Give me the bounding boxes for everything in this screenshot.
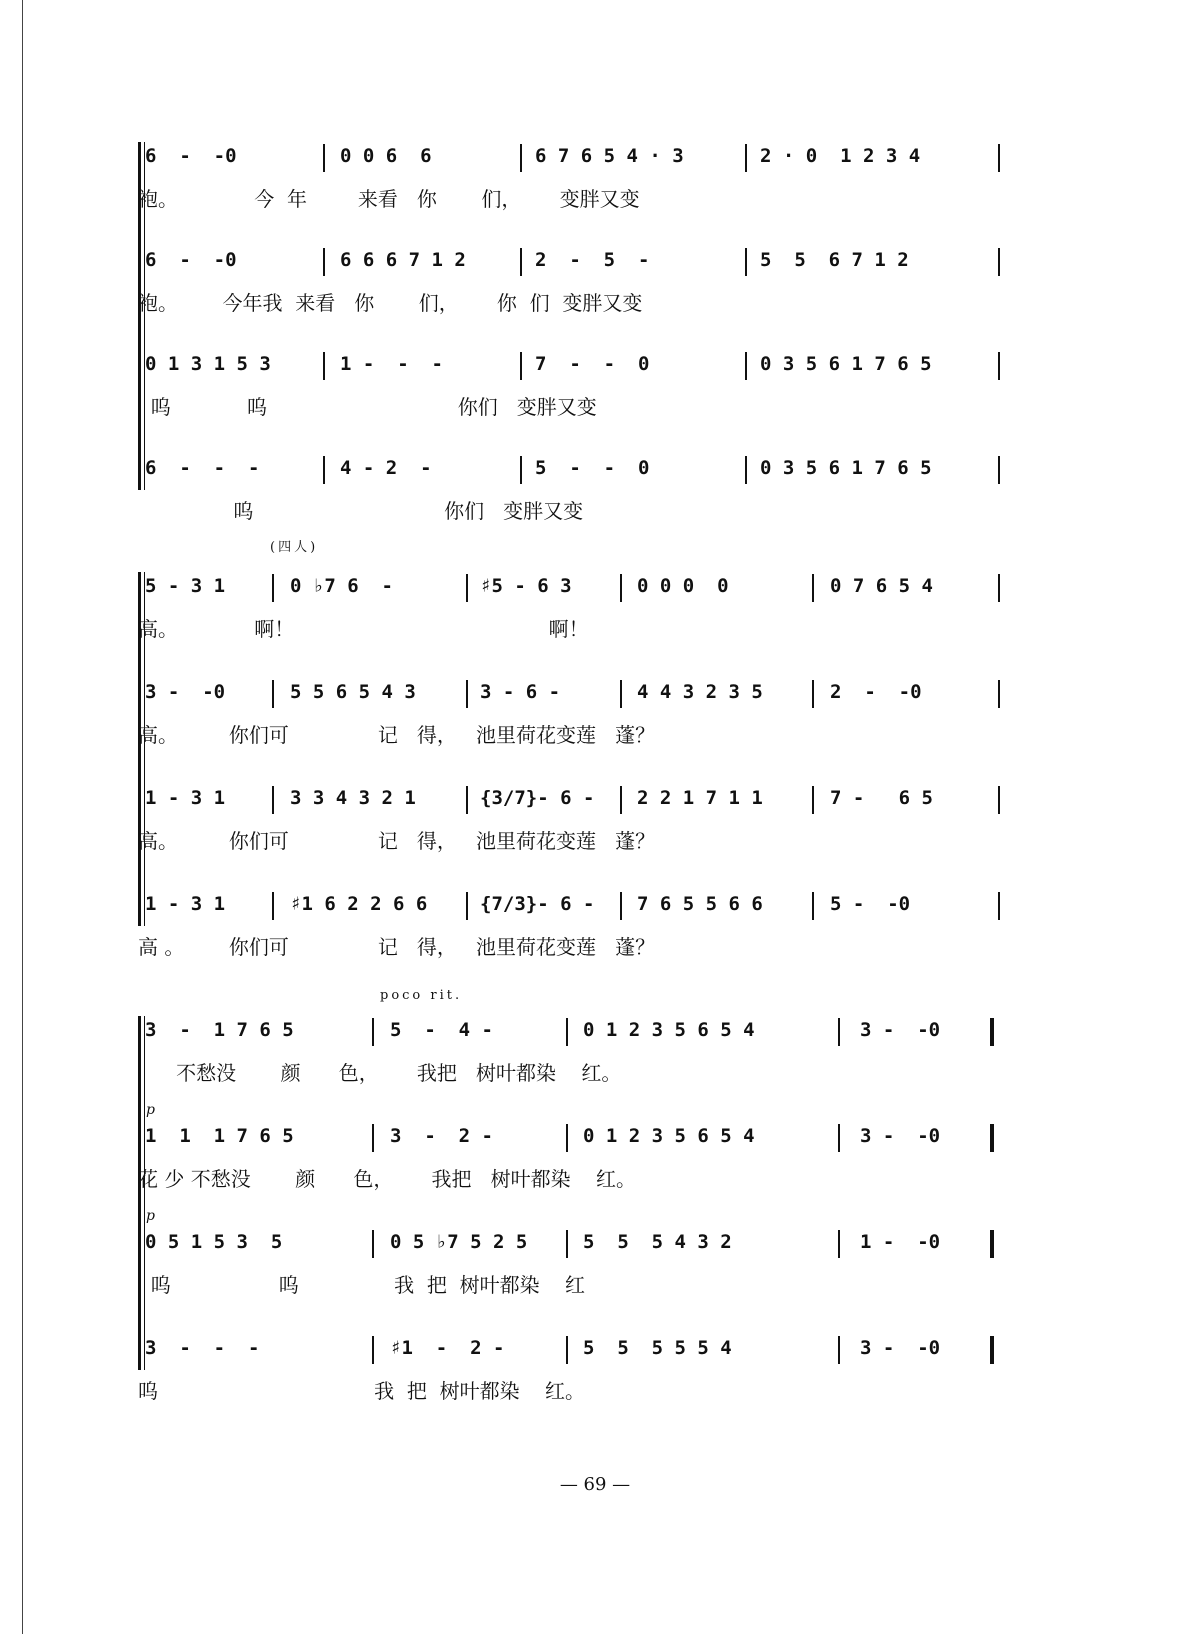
- barline: [372, 1018, 374, 1046]
- measure-notes: {7/3}- 6 -: [480, 893, 595, 915]
- barline: [520, 144, 522, 172]
- measure-notes: 7 - - 0: [535, 353, 650, 375]
- measure-notes: 3 - -0: [145, 681, 226, 703]
- measure-notes: 2 - 5 -: [535, 249, 650, 271]
- lyrics-line: 袍。 今年我 来看 你 们， 你 们 变胖又变: [138, 291, 643, 315]
- measure-notes: 0 ♭7 6 -: [290, 575, 393, 597]
- barline: [812, 680, 814, 708]
- measure-notes: 5 5 6 7 1 2: [760, 249, 909, 271]
- measure-notes: 0 3 5 6 1 7 6 5: [760, 353, 932, 375]
- lyrics-line: 高。 啊！ 啊！: [138, 617, 589, 641]
- measure-notes: 0 0 0 0: [637, 575, 729, 597]
- barline: [566, 1336, 568, 1364]
- page-number: — 69 —: [559, 1474, 631, 1495]
- measure-notes: 0 0 6 6: [340, 145, 432, 167]
- barline: [466, 892, 468, 920]
- measure-notes: ♯1 - 2 -: [390, 1337, 505, 1359]
- barline: [998, 248, 1000, 276]
- barline: [323, 456, 325, 484]
- lyrics-line: 呜 呜 你们 变胖又变: [138, 395, 597, 419]
- barline: [998, 892, 1000, 920]
- measure-notes: 7 6 5 5 6 6: [637, 893, 763, 915]
- measure-notes: 0 3 5 6 1 7 6 5: [760, 457, 932, 479]
- measure-notes: 4 4 3 2 3 5: [637, 681, 763, 703]
- measure-notes: 3 - 2 -: [390, 1125, 493, 1147]
- lyrics-line: 呜 我 把 树叶都染 红。: [138, 1379, 586, 1403]
- lyrics-line: 高。 你们可 记 得， 池里荷花变莲 蓬？: [138, 829, 656, 853]
- measure-notes: 4 - 2 -: [340, 457, 432, 479]
- voice-part: [0, 448, 1190, 544]
- barline: [520, 456, 522, 484]
- barline: [323, 144, 325, 172]
- measure-notes: 6 - -0: [145, 249, 237, 271]
- barline: [372, 1230, 374, 1258]
- barline: [812, 574, 814, 602]
- voice-part: [0, 1328, 1190, 1424]
- barline: [812, 892, 814, 920]
- barline: [990, 1124, 994, 1152]
- measure-notes: ♯1 6 2 2 6 6: [290, 893, 428, 915]
- score-system: [0, 136, 1190, 552]
- measure-notes: 0 1 2 3 5 6 5 4: [583, 1125, 755, 1147]
- barline: [998, 144, 1000, 172]
- measure-notes: 0 1 3 1 5 3: [145, 353, 271, 375]
- voice-part: [0, 672, 1190, 768]
- measure-notes: 0 5 1 5 3 5: [145, 1231, 283, 1253]
- barline: [620, 786, 622, 814]
- barline: [620, 892, 622, 920]
- lyrics-line: 花 少 不愁没 颜 色， 我把 树叶都染 红。: [138, 1167, 637, 1191]
- voice-part: [0, 1208, 1190, 1318]
- barline: [272, 680, 274, 708]
- measure-notes: 2 · 0 1 2 3 4: [760, 145, 921, 167]
- barline: [323, 248, 325, 276]
- barline: [620, 680, 622, 708]
- barline: [466, 786, 468, 814]
- dynamic-marking: p: [146, 1208, 155, 1224]
- measure-notes: 0 7 6 5 4: [830, 575, 933, 597]
- barline: [272, 892, 274, 920]
- lyrics-line: 不愁没 颜 色， 我把 树叶都染 红。: [138, 1061, 622, 1085]
- voice-part: [0, 884, 1190, 980]
- barline: [566, 1018, 568, 1046]
- measure-notes: 5 - 4 -: [390, 1019, 493, 1041]
- voice-part: [0, 778, 1190, 874]
- measure-notes: 1 - - -: [340, 353, 443, 375]
- barline: [838, 1230, 840, 1258]
- barline: [998, 680, 1000, 708]
- barline: [466, 574, 468, 602]
- measure-notes: 6 - -0: [145, 145, 237, 167]
- measure-notes: 6 - - -: [145, 457, 260, 479]
- measure-notes: 2 2 1 7 1 1: [637, 787, 763, 809]
- measure-notes: 7 - 6 5: [830, 787, 933, 809]
- lyrics-line: 袍。 今 年 来看 你 们， 变胖又变: [138, 187, 640, 211]
- voice-part: [0, 1102, 1190, 1212]
- measure-notes: 3 - 6 -: [480, 681, 561, 703]
- measure-notes: 5 - -0: [830, 893, 911, 915]
- measure-notes: 3 - -0: [860, 1125, 941, 1147]
- voice-part: [0, 566, 1190, 662]
- barline: [566, 1124, 568, 1152]
- barline: [745, 144, 747, 172]
- barline: [990, 1230, 994, 1258]
- barline: [838, 1336, 840, 1364]
- measure-notes: 3 - -0: [860, 1019, 941, 1041]
- barline: [272, 786, 274, 814]
- lyrics-line: 高 。 你们可 记 得， 池里荷花变莲 蓬？: [138, 935, 656, 959]
- barline: [990, 1336, 994, 1364]
- barline: [990, 1018, 994, 1046]
- measure-notes: 1 - -0: [860, 1231, 941, 1253]
- barline: [998, 456, 1000, 484]
- barline: [323, 352, 325, 380]
- barline: [745, 456, 747, 484]
- voice-part: [0, 136, 1190, 232]
- measure-notes: 5 - 3 1: [145, 575, 226, 597]
- measure-notes: 5 5 6 5 4 3: [290, 681, 416, 703]
- measure-notes: 1 - 3 1: [145, 893, 226, 915]
- barline: [998, 574, 1000, 602]
- score-system: [0, 988, 1190, 1434]
- barline: [998, 786, 1000, 814]
- measure-notes: 6 7 6 5 4 · 3: [535, 145, 684, 167]
- barline: [745, 248, 747, 276]
- score-system: [0, 540, 1190, 990]
- voice-part: [0, 344, 1190, 440]
- barline: [620, 574, 622, 602]
- measure-notes: 3 3 4 3 2 1: [290, 787, 416, 809]
- measure-notes: 5 5 5 4 3 2: [583, 1231, 732, 1253]
- measure-notes: 1 1 1 7 6 5: [145, 1125, 294, 1147]
- barline: [998, 352, 1000, 380]
- measure-notes: 2 - -0: [830, 681, 922, 703]
- barline: [838, 1018, 840, 1046]
- voice-part: [0, 1010, 1190, 1106]
- measure-notes: 0 5 ♭7 5 2 5: [390, 1231, 528, 1253]
- measure-notes: 0 1 2 3 5 6 5 4: [583, 1019, 755, 1041]
- barline: [372, 1124, 374, 1152]
- measure-notes: ♯5 - 6 3: [480, 575, 572, 597]
- tempo-annotation: poco rit.: [380, 988, 463, 1003]
- barline: [520, 248, 522, 276]
- barline: [745, 352, 747, 380]
- barline: [372, 1336, 374, 1364]
- barline: [566, 1230, 568, 1258]
- measure-notes: 6 6 6 7 1 2: [340, 249, 466, 271]
- measure-notes: 3 - 1 7 6 5: [145, 1019, 294, 1041]
- barline: [466, 680, 468, 708]
- measure-notes: 3 - - -: [145, 1337, 260, 1359]
- barline: [812, 786, 814, 814]
- measure-notes: 5 5 5 5 5 4: [583, 1337, 732, 1359]
- lyrics-line: 呜 你们 变胖又变: [138, 499, 584, 523]
- lyrics-line: 呜 呜 我 把 树叶都染 红: [138, 1273, 586, 1297]
- barline: [272, 574, 274, 602]
- measure-notes: {3/7}- 6 -: [480, 787, 595, 809]
- dynamic-marking: p: [146, 1102, 155, 1118]
- measure-notes: 3 - -0: [860, 1337, 941, 1359]
- barline: [520, 352, 522, 380]
- barline: [838, 1124, 840, 1152]
- voice-part: [0, 240, 1190, 336]
- tempo-annotation: (四人): [270, 540, 319, 555]
- measure-notes: 1 - 3 1: [145, 787, 226, 809]
- lyrics-line: 高。 你们可 记 得， 池里荷花变莲 蓬？: [138, 723, 656, 747]
- measure-notes: 5 - - 0: [535, 457, 650, 479]
